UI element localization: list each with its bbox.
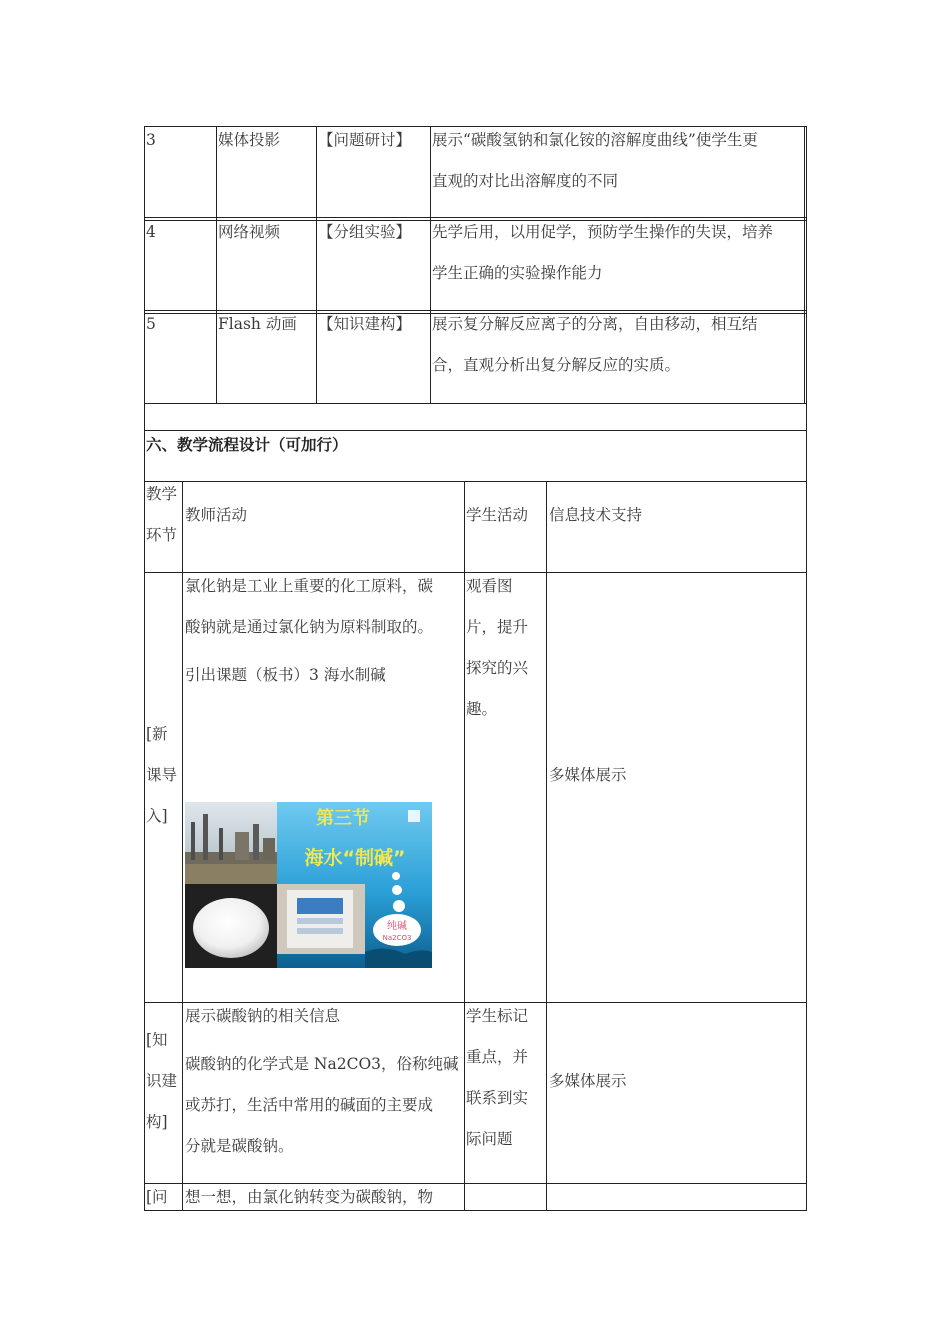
activity-tag: 【知识建构】 [318,315,412,333]
stage-label: [问 [146,1188,168,1206]
media-description: 合，直观分析出复分解反应的实质。 [432,356,681,374]
media-type: 网络视频 [218,223,281,241]
lesson-slide-image [185,802,432,968]
section-title: 六、教学流程设计（可加行） [146,435,348,454]
table-border [430,126,431,404]
media-description: 学生正确的实验操作能力 [432,264,603,282]
slide-label-text: 纯碱 [387,921,407,932]
stage-label: [知 [146,1031,168,1049]
student-activity: 探究的兴 [466,659,529,677]
table-border [804,126,805,404]
table-border [316,126,317,404]
slide-illustration [185,802,432,968]
header-stage: 环节 [146,526,178,544]
slide-label-formula: Na2CO3 [382,934,412,942]
teacher-activity: 酸钠就是通过氯化钠为原料制取的。 [185,618,434,636]
activity-tag: 【分组实验】 [318,223,412,241]
teacher-activity: 展示碳酸钠的相关信息 [185,1007,341,1025]
student-activity: 趣。 [466,700,498,718]
student-activity: 观看图 [466,577,513,595]
media-description: 直观的对比出溶解度的不同 [432,172,619,190]
student-activity: 重点，并 [466,1048,529,1066]
table-border [216,126,217,404]
stage-label: 识建 [146,1072,178,1090]
media-type: 媒体投影 [218,131,281,149]
student-activity: 片，提升 [466,618,529,636]
stage-label: 构] [146,1113,168,1131]
student-activity: 际问题 [466,1130,513,1148]
table-border [144,403,806,404]
student-activity: 学生标记 [466,1007,529,1025]
slide-title-line2: 海水“制碱” [304,847,406,869]
media-description: 展示复分解反应离子的分离，自由移动，相互结 [432,315,758,333]
header-stage: 教学 [146,485,178,503]
table-border [464,481,465,1210]
teacher-activity: 氯化钠是工业上重要的化工原料，碳 [185,577,434,595]
table-border [182,481,183,1210]
it-support: 多媒体展示 [549,1072,627,1090]
teacher-activity: 碳酸钠的化学式是 Na2CO3，俗称纯碱 [185,1055,459,1073]
media-description: 先学后用，以用促学，预防学生操作的失误，培养 [432,223,774,241]
slide-title-line1: 第三节 [316,808,370,829]
table-border [144,126,145,430]
table-border [806,126,807,430]
stage-label: [新 [146,725,168,743]
header-teacher: 教师活动 [185,506,248,524]
row-number: 4 [146,223,156,241]
activity-tag: 【问题研讨】 [318,131,412,149]
stage-label: 课导 [146,766,178,784]
row-number: 3 [146,131,156,149]
table-border [546,481,547,1210]
teacher-activity: 分就是碳酸钠。 [185,1137,294,1155]
media-description: 展示“碳酸氢钠和氯化铵的溶解度曲线”使学生更 [432,131,758,149]
header-it-support: 信息技术支持 [549,506,643,524]
row-number: 5 [146,315,156,333]
student-activity: 联系到实 [466,1089,529,1107]
table-border [806,430,807,1210]
it-support: 多媒体展示 [549,766,627,784]
table-border [144,481,807,482]
stage-label: 入] [146,807,168,825]
media-type: Flash 动画 [218,315,297,333]
table-border [144,430,145,1210]
teacher-activity: 引出课题（板书）3 海水制碱 [185,666,386,684]
header-student: 学生活动 [466,506,529,524]
teacher-activity: 想一想，由氯化钠转变为碳酸钠，物 [185,1188,434,1206]
teacher-activity: 或苏打，生活中常用的碱面的主要成 [185,1096,434,1114]
